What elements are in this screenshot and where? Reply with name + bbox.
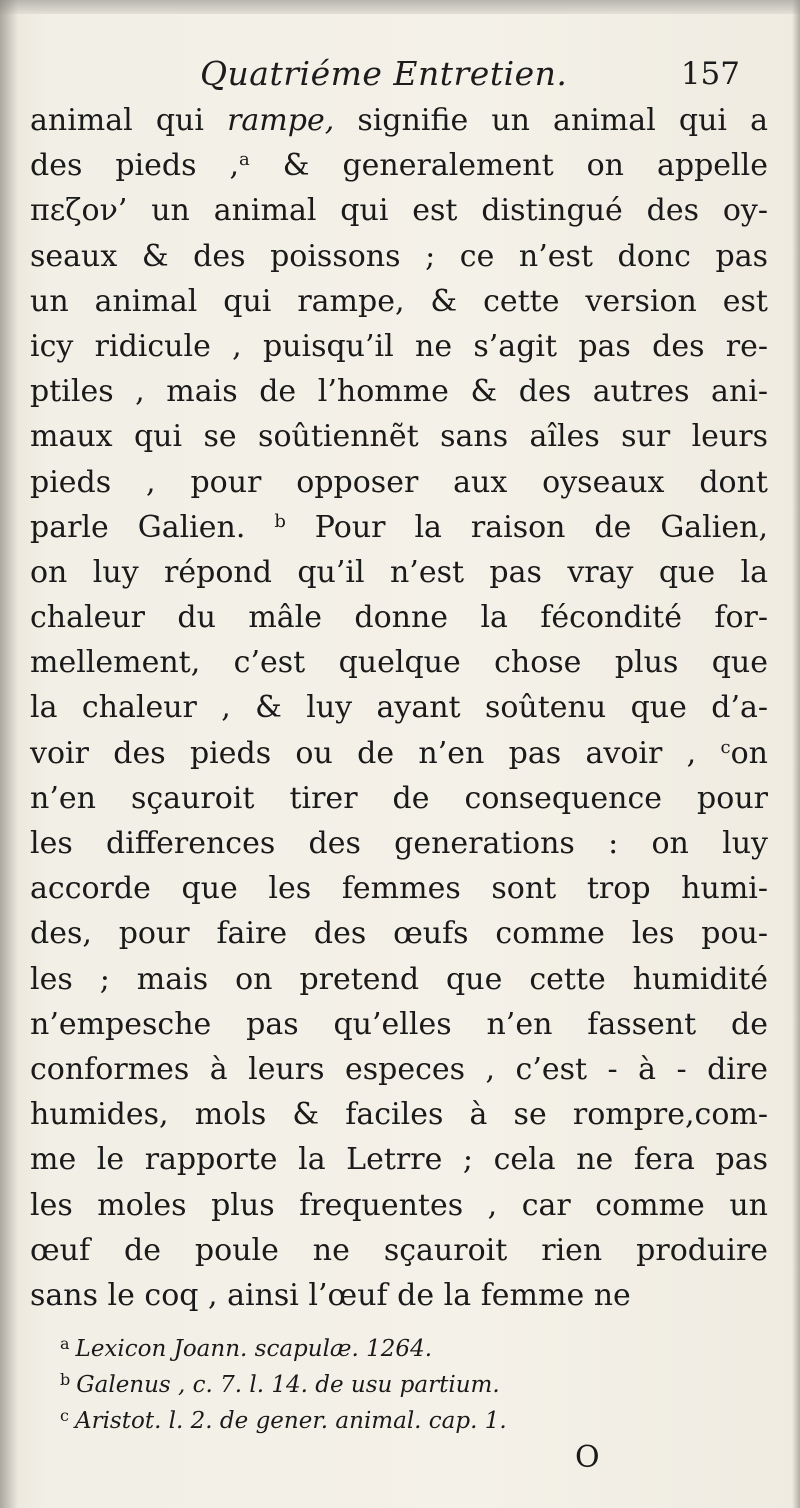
running-head-title: Quatriéme Entretien. [200, 54, 568, 93]
text-line: n’en sçauroit tirer de consequence pour [30, 780, 768, 816]
footnote-text: Galenus , c. 7. l. 14. de usu partium. [76, 1372, 500, 1398]
text-line: les differences des generations : on luy [30, 826, 768, 861]
text-line: accorde que les femmes sont trop humi- [30, 871, 768, 907]
page-number: 157 [680, 56, 740, 92]
text-line: œuf de poule ne sçauroit rien produire [30, 1232, 768, 1268]
text-line: les moles plus frequentes , car comme un [30, 1187, 768, 1223]
text-line: des, pour faire des œufs comme les pou- [30, 916, 768, 952]
text-line: un animal qui rampe, & cette version est [30, 283, 768, 319]
text-line: me le rapporte la Letrre ; cela ne fera pas [30, 1142, 768, 1178]
text-line: n’empesche pas qu’elles n’en fassent de [30, 1006, 768, 1042]
signature-mark: O [575, 1440, 600, 1475]
footnote-c [60, 1398, 760, 1434]
text-line: les ; mais on pretend que cette humidité [30, 961, 768, 997]
text-line: animal qui rampe, signifie un animal qui a [30, 103, 769, 138]
footnote-mark: a [60, 1334, 70, 1353]
body-text [30, 98, 768, 1318]
text-line: sans le coq , ainsi l’œuf de la femme ne [30, 1277, 631, 1313]
text-line: on luy répond qu’il n’est pas vray que la [30, 554, 768, 590]
text-line: pieds , pour opposer aux oyseaux dont [30, 464, 768, 500]
footnote-mark: c [60, 1406, 69, 1425]
text-line: parle Galien. $^b$ Pour la raison de Galien, [30, 509, 768, 545]
footnote-text: Aristot. l. 2. de gener. animal. cap. 1. [74, 1408, 507, 1434]
text-line: humides, mols & faciles à se rompre,com- [30, 1097, 768, 1133]
footnote-a [60, 1326, 760, 1362]
text-line: la chaleur , & luy ayant soûtenu que d’a- [30, 690, 768, 726]
text-line: ptiles , mais de l’homme & des autres ani- [30, 374, 768, 410]
footnote-ref-c: c [720, 736, 731, 758]
footnote-ref-a: a [239, 149, 250, 171]
text-line: seaux & des poissons ; ce n’est donc pas [30, 238, 768, 274]
spine-shadow [0, 0, 18, 1508]
footnote-text: Lexicon Joann. scapulæ. 1264. [75, 1336, 433, 1362]
text-line: maux qui se soûtiennẽt sans aîles sur leurs [30, 419, 768, 455]
text-line: voir des pieds ou de n’en pas avoir , $^c$on [30, 735, 768, 771]
footnote-ref-b: b [274, 510, 286, 532]
footnote-mark: b [60, 1370, 71, 1389]
text-line: mellement, c’est quelque chose plus que [30, 645, 768, 681]
text-line: conformes à leurs especes , c’est - à - dire [30, 1051, 768, 1087]
text-line: des pieds ,$^a$ & generalement on appelle [30, 148, 768, 184]
footnotes [60, 1326, 760, 1434]
text-line: πεζον’ un animal qui est distingué des oy- [30, 193, 768, 229]
page-edge [792, 0, 800, 1508]
running-head [200, 54, 750, 94]
footnote-b [60, 1362, 760, 1398]
text-line: icy ridicule , puisqu’il ne s’agit pas des re- [30, 328, 768, 364]
text-line: chaleur du mâle donne la fécondité for- [30, 600, 768, 636]
